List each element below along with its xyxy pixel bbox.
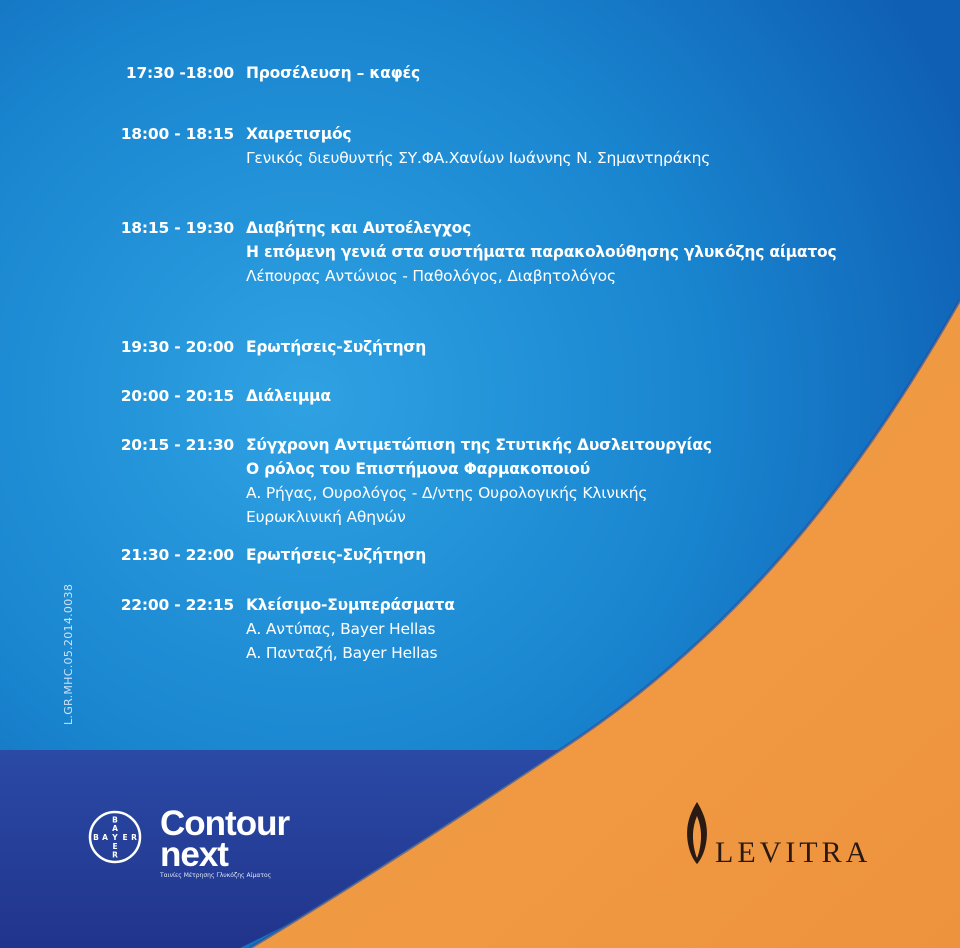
svg-text:A: A bbox=[102, 833, 108, 842]
slot-speaker: Α. Αντύπας, Bayer Hellas bbox=[246, 620, 436, 638]
document-code: L.GR.MHC.05.2014.0038 bbox=[62, 583, 75, 725]
slot-speaker: Α. Πανταζή, Bayer Hellas bbox=[246, 644, 438, 662]
svg-text:R: R bbox=[112, 850, 118, 860]
slot-time: 19:30 - 20:00 bbox=[120, 338, 234, 356]
slot-speaker: Α. Ρήγας, Ουρολόγος - Δ/ντης Ουρολογικής Κλινικής bbox=[246, 484, 648, 502]
slot-title: Ο ρόλος του Επιστήμονα Φαρμακοποιού bbox=[246, 460, 591, 478]
slot-lines bbox=[246, 543, 946, 567]
svg-text:B: B bbox=[112, 815, 118, 825]
slot-title: Η επόμενη γενιά στα συστήματα παρακολούθησης γλυκόζης αίματος bbox=[246, 243, 837, 261]
slot-lines bbox=[246, 433, 946, 529]
svg-text:E: E bbox=[112, 842, 118, 851]
slot-lines bbox=[246, 122, 946, 170]
svg-text:Y: Y bbox=[112, 833, 118, 842]
contour-tagline: Ταινίες Μέτρησης Γλυκόζης Αίματος bbox=[160, 872, 272, 879]
slot-title: Διάλειμμα bbox=[246, 387, 331, 405]
slot-lines bbox=[246, 384, 946, 408]
contour-next-logo bbox=[160, 804, 290, 879]
slot-time: 18:15 - 19:30 bbox=[120, 219, 234, 237]
slot-time: 20:15 - 21:30 bbox=[120, 436, 234, 454]
slot-title: Ερωτήσεις-Συζήτηση bbox=[246, 546, 427, 564]
svg-text:B: B bbox=[93, 833, 99, 842]
slot-title: Χαιρετισμός bbox=[246, 125, 352, 143]
slot-title: Κλείσιμο-Συμπεράσματα bbox=[246, 596, 455, 614]
bayer-logo-icon bbox=[88, 810, 142, 864]
next-word: next bbox=[160, 835, 228, 874]
slot-speaker: Γενικός διευθυντής ΣΥ.ΦΑ.Χανίων Ιωάννης Ν. Σημαντηράκης bbox=[246, 149, 711, 167]
flame-icon bbox=[683, 800, 711, 866]
slot-lines bbox=[246, 216, 946, 288]
slot-time: 22:00 - 22:15 bbox=[120, 596, 234, 614]
slot-lines bbox=[246, 61, 946, 85]
svg-text:R: R bbox=[131, 833, 137, 842]
slot-title: Προσέλευση – καφές bbox=[246, 64, 420, 82]
slot-title: Σύγχρονη Αντιμετώπιση της Στυτικής Δυσλειτουργίας bbox=[246, 436, 712, 454]
levitra-wordmark: LEVITRA bbox=[715, 836, 872, 869]
slot-time: 21:30 - 22:00 bbox=[120, 546, 234, 564]
slot-speaker: Λέπουρας Αντώνιος - Παθολόγος, Διαβητολόγος bbox=[246, 267, 616, 285]
contour-word: Contour bbox=[160, 804, 290, 843]
slot-speaker: Ευρωκλινική Αθηνών bbox=[246, 508, 406, 526]
svg-text:A: A bbox=[112, 824, 118, 833]
slot-time: 18:00 - 18:15 bbox=[120, 125, 234, 143]
slot-title: Διαβήτης και Αυτοέλεγχος bbox=[246, 219, 472, 237]
slot-lines bbox=[246, 335, 946, 359]
svg-text:E: E bbox=[122, 833, 128, 842]
slot-title: Ερωτήσεις-Συζήτηση bbox=[246, 338, 427, 356]
slot-time: 17:30 -18:00 bbox=[125, 64, 234, 82]
slot-time: 20:00 - 20:15 bbox=[120, 387, 234, 405]
slot-lines bbox=[246, 593, 946, 665]
